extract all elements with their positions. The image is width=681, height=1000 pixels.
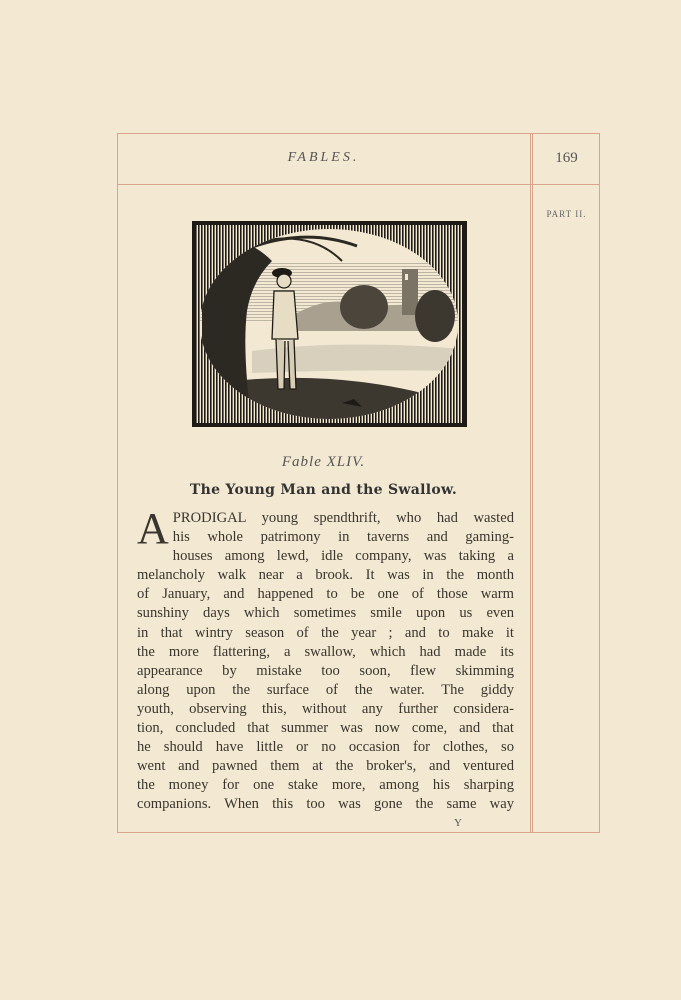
text-line: he should have little or no occasion for clothes, so — [137, 739, 514, 756]
page-number: 169 — [555, 150, 578, 166]
side-note: PART II. — [546, 209, 587, 219]
header-rule — [117, 184, 600, 185]
text-line: of January, and happened to be one of those warm — [137, 586, 514, 603]
text-line: the money for one stake more, among his sharping — [137, 777, 514, 794]
text-line: the more flattering, a swallow, which had made its — [137, 643, 514, 660]
text-line: in that wintry season of the year ; and to make it — [137, 624, 514, 641]
text-line: companions. When this too was gone the same way — [137, 796, 514, 813]
text-line: along upon the surface of the water. The giddy — [137, 681, 514, 698]
text-line: PRODIGAL young spendthrift, who had wasted — [172, 510, 514, 526]
text-line: youth, observing this, without any further considera- — [137, 700, 514, 717]
fable-title: The Young Man and the Swallow. — [189, 482, 458, 498]
margin-rule — [530, 133, 531, 833]
fable-number: Fable XLIV. — [281, 454, 366, 470]
text-line: sunshiny days which sometimes smile upon us even — [137, 605, 514, 622]
text-line: went and pawned them at the broker's, and ventured — [137, 758, 514, 775]
running-header: FABLES. — [287, 150, 360, 165]
text-line: houses among lewd, idle company, was taking a — [172, 548, 514, 565]
text-line: appearance by mistake too soon, flew skimming — [137, 662, 514, 679]
text-line: melancholy walk near a brook. It was in the month — [137, 567, 514, 584]
fable-text — [137, 504, 514, 815]
text-line: his whole patrimony in taverns and gaming- — [172, 529, 514, 546]
engraving-illustration — [192, 221, 467, 427]
drop-cap: A — [137, 504, 169, 553]
signature-mark: Y — [454, 817, 462, 829]
margin-rule — [532, 133, 533, 833]
text-line: tion, concluded that summer was now come, and that — [137, 720, 514, 737]
